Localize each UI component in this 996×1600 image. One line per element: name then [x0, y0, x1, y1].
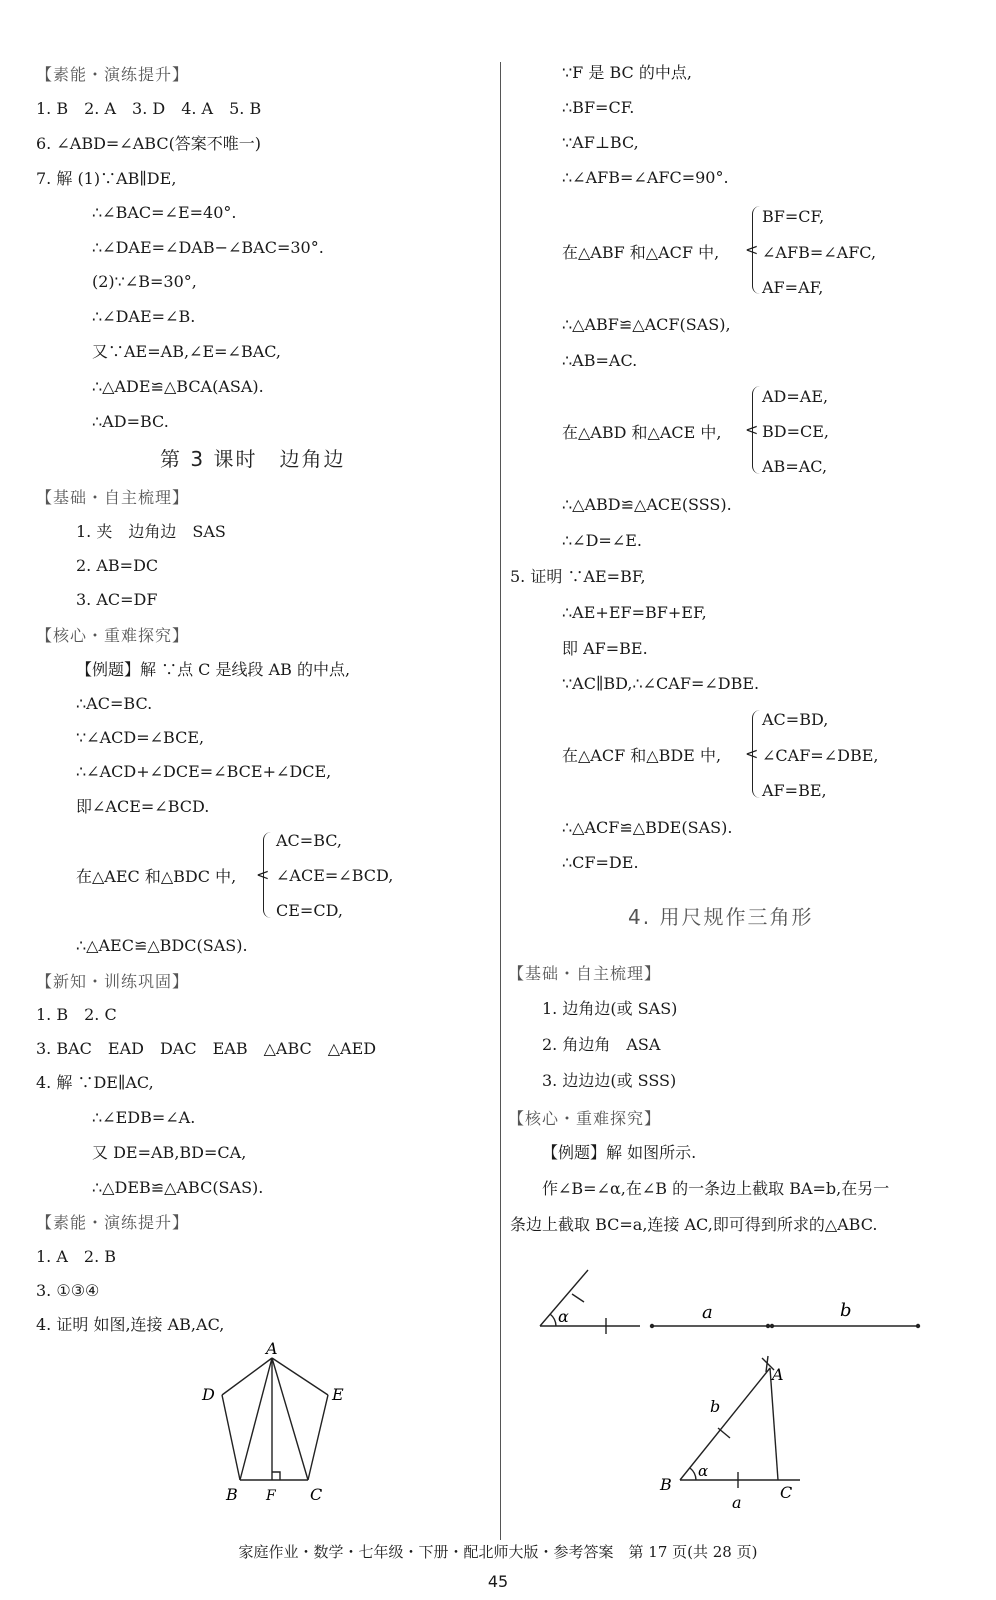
- answer-line: 1. B 2. C: [36, 1005, 117, 1024]
- segment-ab: [240, 1358, 272, 1480]
- answer-line: 4. 解 ∵DE∥AC,: [36, 1073, 154, 1092]
- brace-tip: <: [745, 240, 759, 259]
- brace-tip: <: [256, 865, 270, 884]
- answer-line: ∴△ACF≌△BDE(SAS).: [562, 818, 733, 837]
- label-b: B: [226, 1485, 238, 1504]
- label-f: F: [266, 1488, 276, 1504]
- answer-line: ∴△ABF≌△ACF(SAS),: [562, 315, 731, 334]
- triangle-construction-figure: [640, 1346, 820, 1531]
- right-angle-mark: [272, 1472, 280, 1480]
- answer-line: 7. 解 (1)∵AB∥DE,: [36, 169, 177, 188]
- segment-ec: [308, 1395, 328, 1480]
- segment-db: [222, 1395, 240, 1480]
- endpoint-dot: [650, 1324, 654, 1328]
- answer-line: ∵F 是 BC 的中点,: [562, 63, 692, 82]
- answer-line: 又∵AE=AB,∠E=∠BAC,: [92, 342, 282, 361]
- answer-line: ∴AE+EF=BF+EF,: [562, 603, 707, 622]
- lesson-title: 第 3 课时 边角边: [160, 447, 346, 471]
- brace-line: ∠AFB=∠AFC,: [762, 243, 877, 262]
- label-a: A: [266, 1340, 278, 1358]
- answer-line: 【例题】解 ∵点 C 是线段 AB 的中点,: [76, 660, 351, 679]
- answer-line: 在△ABF 和△ACF 中,: [562, 243, 720, 262]
- pentagon-figure: [180, 1340, 380, 1540]
- label-c: C: [780, 1483, 793, 1502]
- answer-line: 1. B 2. A 3. D 4. A 5. B: [36, 99, 262, 118]
- answer-line: ∴∠DAE=∠DAB−∠BAC=30°.: [92, 238, 324, 257]
- answer-line: ∴BF=CF.: [562, 98, 635, 117]
- angle-arc: [690, 1468, 696, 1480]
- answer-line: ∴AB=AC.: [562, 351, 638, 370]
- right-column: [500, 0, 996, 1560]
- answer-line: 6. ∠ABD=∠ABC(答案不唯一): [36, 134, 262, 153]
- answer-line: ∴△ADE≌△BCA(ASA).: [92, 377, 264, 396]
- answer-line: 条边上截取 BC=a,连接 AC,即可得到所求的△ABC.: [510, 1215, 878, 1234]
- brace-line: ∠CAF=∠DBE,: [762, 746, 879, 765]
- answer-line: ∴△DEB≌△ABC(SAS).: [92, 1178, 264, 1197]
- label-b: b: [840, 1300, 852, 1321]
- brace-line: AC=BC,: [276, 831, 343, 850]
- brace-tip: <: [745, 420, 759, 439]
- answer-line: 【例题】解 如图所示.: [542, 1143, 697, 1162]
- answer-line: 1. 边角边(或 SAS): [542, 999, 678, 1018]
- section-title: 【素能・演练提升】: [36, 1213, 190, 1232]
- brace-line: AF=BE,: [762, 781, 827, 800]
- section-title: 【核心・重难探究】: [508, 1109, 662, 1128]
- answer-line: 又 DE=AB,BD=CA,: [92, 1143, 247, 1162]
- answer-line: ∴∠EDB=∠A.: [92, 1108, 196, 1127]
- answer-line: ∴∠D=∠E.: [562, 531, 642, 550]
- answer-line: ∴∠BAC=∠E=40°.: [92, 203, 237, 222]
- brace-line: CE=CD,: [276, 901, 343, 920]
- label-e: E: [332, 1385, 344, 1404]
- answer-line: 在△AEC 和△BDC 中,: [76, 867, 237, 886]
- label-alpha: α: [558, 1307, 569, 1326]
- label-a-length: a: [732, 1493, 742, 1512]
- answer-line: 1. 夹 边角边 SAS: [76, 522, 226, 541]
- tick-mark: [718, 1428, 730, 1438]
- endpoint-dot: [766, 1324, 770, 1328]
- given-elements-figure: [530, 1258, 930, 1338]
- endpoint-dot: [770, 1324, 774, 1328]
- label-a: A: [772, 1365, 784, 1384]
- answer-line: 作∠B=∠α,在∠B 的一条边上截取 BA=b,在另一: [542, 1179, 890, 1198]
- brace-line: BD=CE,: [762, 422, 829, 441]
- page-number: 45: [487, 1572, 509, 1591]
- answer-line: ∴△ABD≌△ACE(SSS).: [562, 495, 732, 514]
- answer-line: ∴AC=BC.: [76, 694, 153, 713]
- answer-line: 即∠ACE=∠BCD.: [76, 797, 210, 816]
- segment-ac: [770, 1368, 778, 1480]
- section-title: 【基础・自主梳理】: [508, 964, 662, 983]
- label-alpha: α: [698, 1462, 709, 1480]
- answer-line: ∴AD=BC.: [92, 412, 169, 431]
- answer-line: ∴CF=DE.: [562, 853, 639, 872]
- section-title: 【新知・训练巩固】: [36, 972, 190, 991]
- answer-line: 1. A 2. B: [36, 1247, 117, 1266]
- answer-line: 即 AF=BE.: [562, 639, 648, 658]
- label-b-length: b: [710, 1397, 721, 1416]
- answer-line: 2. 角边角 ASA: [542, 1035, 661, 1054]
- brace-line: AB=AC,: [762, 457, 828, 476]
- answer-line: 4. 证明 如图,连接 AB,AC,: [36, 1315, 225, 1334]
- brace-line: AF=AF,: [762, 278, 824, 297]
- brace-line: ∠ACE=∠BCD,: [276, 866, 394, 885]
- answer-line: 3. ①③④: [36, 1281, 100, 1300]
- section-heading: 4. 用尺规作三角形: [628, 905, 814, 929]
- page-footer: 家庭作业・数学・七年级・下册・配北师大版・参考答案 第 17 页(共 28 页): [238, 1543, 758, 1561]
- segment-ac: [272, 1358, 308, 1480]
- segment-ad: [222, 1358, 272, 1395]
- brace-tip: <: [745, 744, 759, 763]
- answer-line: ∴△AEC≌△BDC(SAS).: [76, 936, 248, 955]
- angle-arc: [550, 1314, 556, 1326]
- answer-line: 5. 证明 ∵AE=BF,: [510, 567, 646, 586]
- answer-line: 在△ACF 和△BDE 中,: [562, 746, 722, 765]
- section-title: 【基础・自主梳理】: [36, 488, 190, 507]
- answer-line: ∵AF⊥BC,: [562, 133, 639, 152]
- answer-line: (2)∵∠B=30°,: [92, 272, 197, 291]
- left-column: [0, 0, 500, 1560]
- brace-line: AC=BD,: [762, 710, 829, 729]
- section-title: 【核心・重难探究】: [36, 626, 190, 645]
- answer-line: ∴∠ACD+∠DCE=∠BCE+∠DCE,: [76, 762, 332, 781]
- answer-line: ∴∠DAE=∠B.: [92, 307, 196, 326]
- answer-line: ∵∠ACD=∠BCE,: [76, 728, 205, 747]
- arc-mark: [766, 1356, 768, 1372]
- answer-line: 3. AC=DF: [76, 590, 158, 609]
- tick-mark: [572, 1294, 584, 1302]
- brace-line: AD=AE,: [762, 387, 829, 406]
- answer-line: 在△ABD 和△ACE 中,: [562, 423, 722, 442]
- answer-line: 2. AB=DC: [76, 556, 159, 575]
- answer-line: ∵AC∥BD,∴∠CAF=∠DBE.: [562, 674, 760, 693]
- section-title: 【素能・演练提升】: [36, 65, 190, 84]
- answer-line: 3. 边边边(或 SSS): [542, 1071, 677, 1090]
- label-b: B: [660, 1475, 672, 1494]
- label-d: D: [202, 1385, 215, 1404]
- brace-line: BF=CF,: [762, 207, 825, 226]
- endpoint-dot: [916, 1324, 920, 1328]
- label-a: a: [702, 1302, 713, 1323]
- answer-line: ∴∠AFB=∠AFC=90°.: [562, 168, 729, 187]
- answer-line: 3. BAC EAD DAC EAB △ABC △AED: [36, 1039, 377, 1058]
- segment-ae: [272, 1358, 328, 1395]
- label-c: C: [310, 1485, 323, 1504]
- segment-ba: [680, 1368, 770, 1480]
